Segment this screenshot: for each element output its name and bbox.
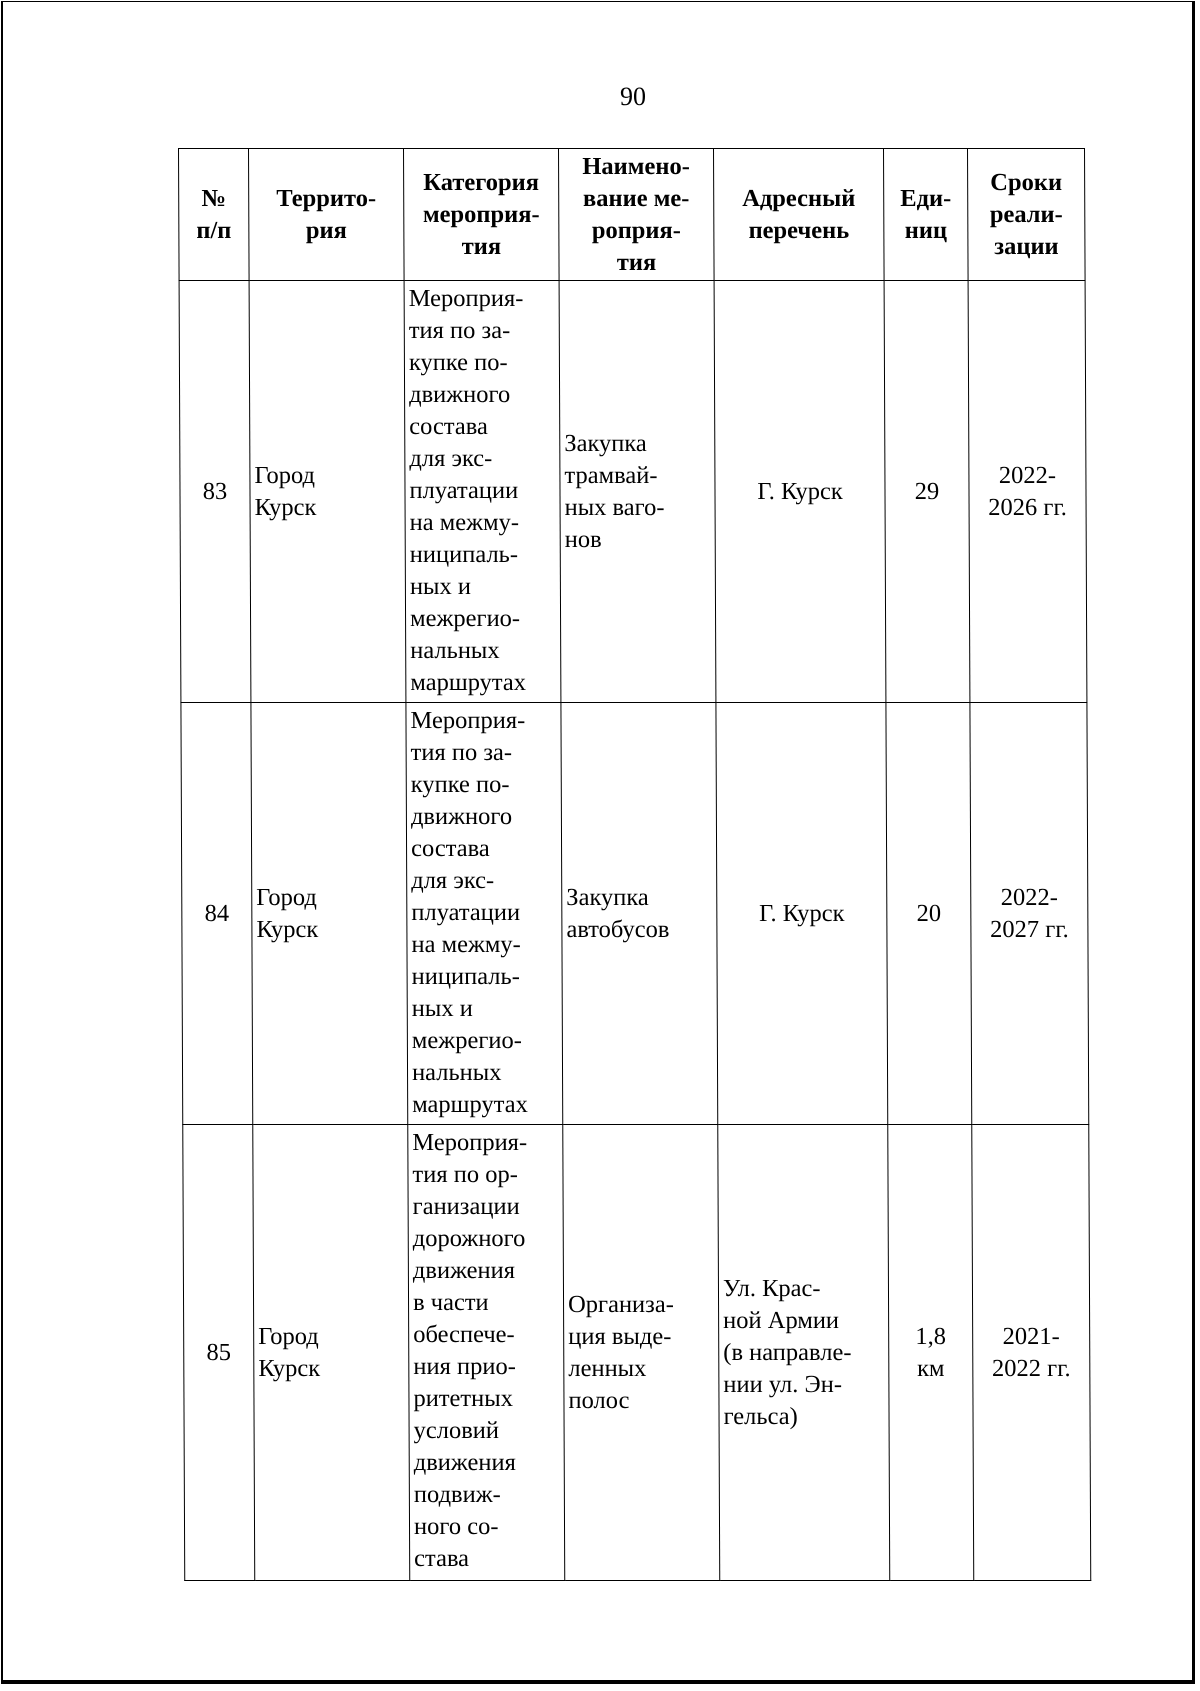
cell-period: 2021- 2022 гг. [972, 1125, 1091, 1581]
cell-territory: Город Курск [251, 703, 408, 1125]
cell-units: 29 [884, 281, 970, 703]
cell-number: 83 [179, 281, 251, 703]
cell-address: Ул. Крас- ной Армии (в направле- нии ул. Эн- гельса) [718, 1125, 890, 1581]
table-header-row [179, 149, 1086, 281]
cell-category: Мероприя- тия по за- купке по- движного состава для экс- плуатации на межму- ниципаль- ных и межрегио- нальных маршрутах [406, 703, 563, 1125]
cell-territory: Город Курск [253, 1125, 410, 1581]
cell-measure-name: Закупка автобусов [561, 703, 718, 1125]
cell-address: Г. Курск [714, 281, 886, 703]
cell-units: 20 [886, 703, 972, 1125]
header-category: Категория мероприя- тия [404, 149, 560, 281]
cell-period: 2022- 2027 гг. [970, 703, 1089, 1125]
cell-address: Г. Курск [716, 703, 888, 1125]
document-table-wrapper [178, 148, 1084, 1581]
header-units: Еди- ниц [884, 149, 969, 281]
cell-category: Мероприя- тия по ор- ганизации дорожного движения в части обеспече- ния прио- ритетных условий движения подвиж- ного со- става [408, 1125, 565, 1581]
header-measure-name: Наимено- вание ме- роприя- тия [559, 149, 715, 281]
cell-units: 1,8 км [888, 1125, 974, 1581]
table-row [181, 703, 1089, 1125]
cell-measure-name: Организа- ция выде- ленных полос [563, 1125, 720, 1581]
header-number: № п/п [179, 149, 250, 281]
cell-period: 2022- 2026 гг. [968, 281, 1087, 703]
measures-table [178, 148, 1091, 1581]
table-row [183, 1125, 1091, 1581]
cell-territory: Город Курск [249, 281, 406, 703]
cell-number: 84 [181, 703, 253, 1125]
cell-number: 85 [183, 1125, 255, 1581]
cell-measure-name: Закупка трамвай- ных ваго- нов [559, 281, 716, 703]
header-address-list: Адресный перечень [714, 149, 885, 281]
page-number: 90 [620, 82, 646, 111]
table-row [179, 281, 1087, 703]
cell-category: Мероприя- тия по за- купке по- движного состава для экс- плуатации на межму- ниципаль- ных и межрегио- нальных маршрутах [404, 281, 561, 703]
header-territory: Террито- рия [249, 149, 405, 281]
header-period: Сроки реали- зации [968, 149, 1086, 281]
